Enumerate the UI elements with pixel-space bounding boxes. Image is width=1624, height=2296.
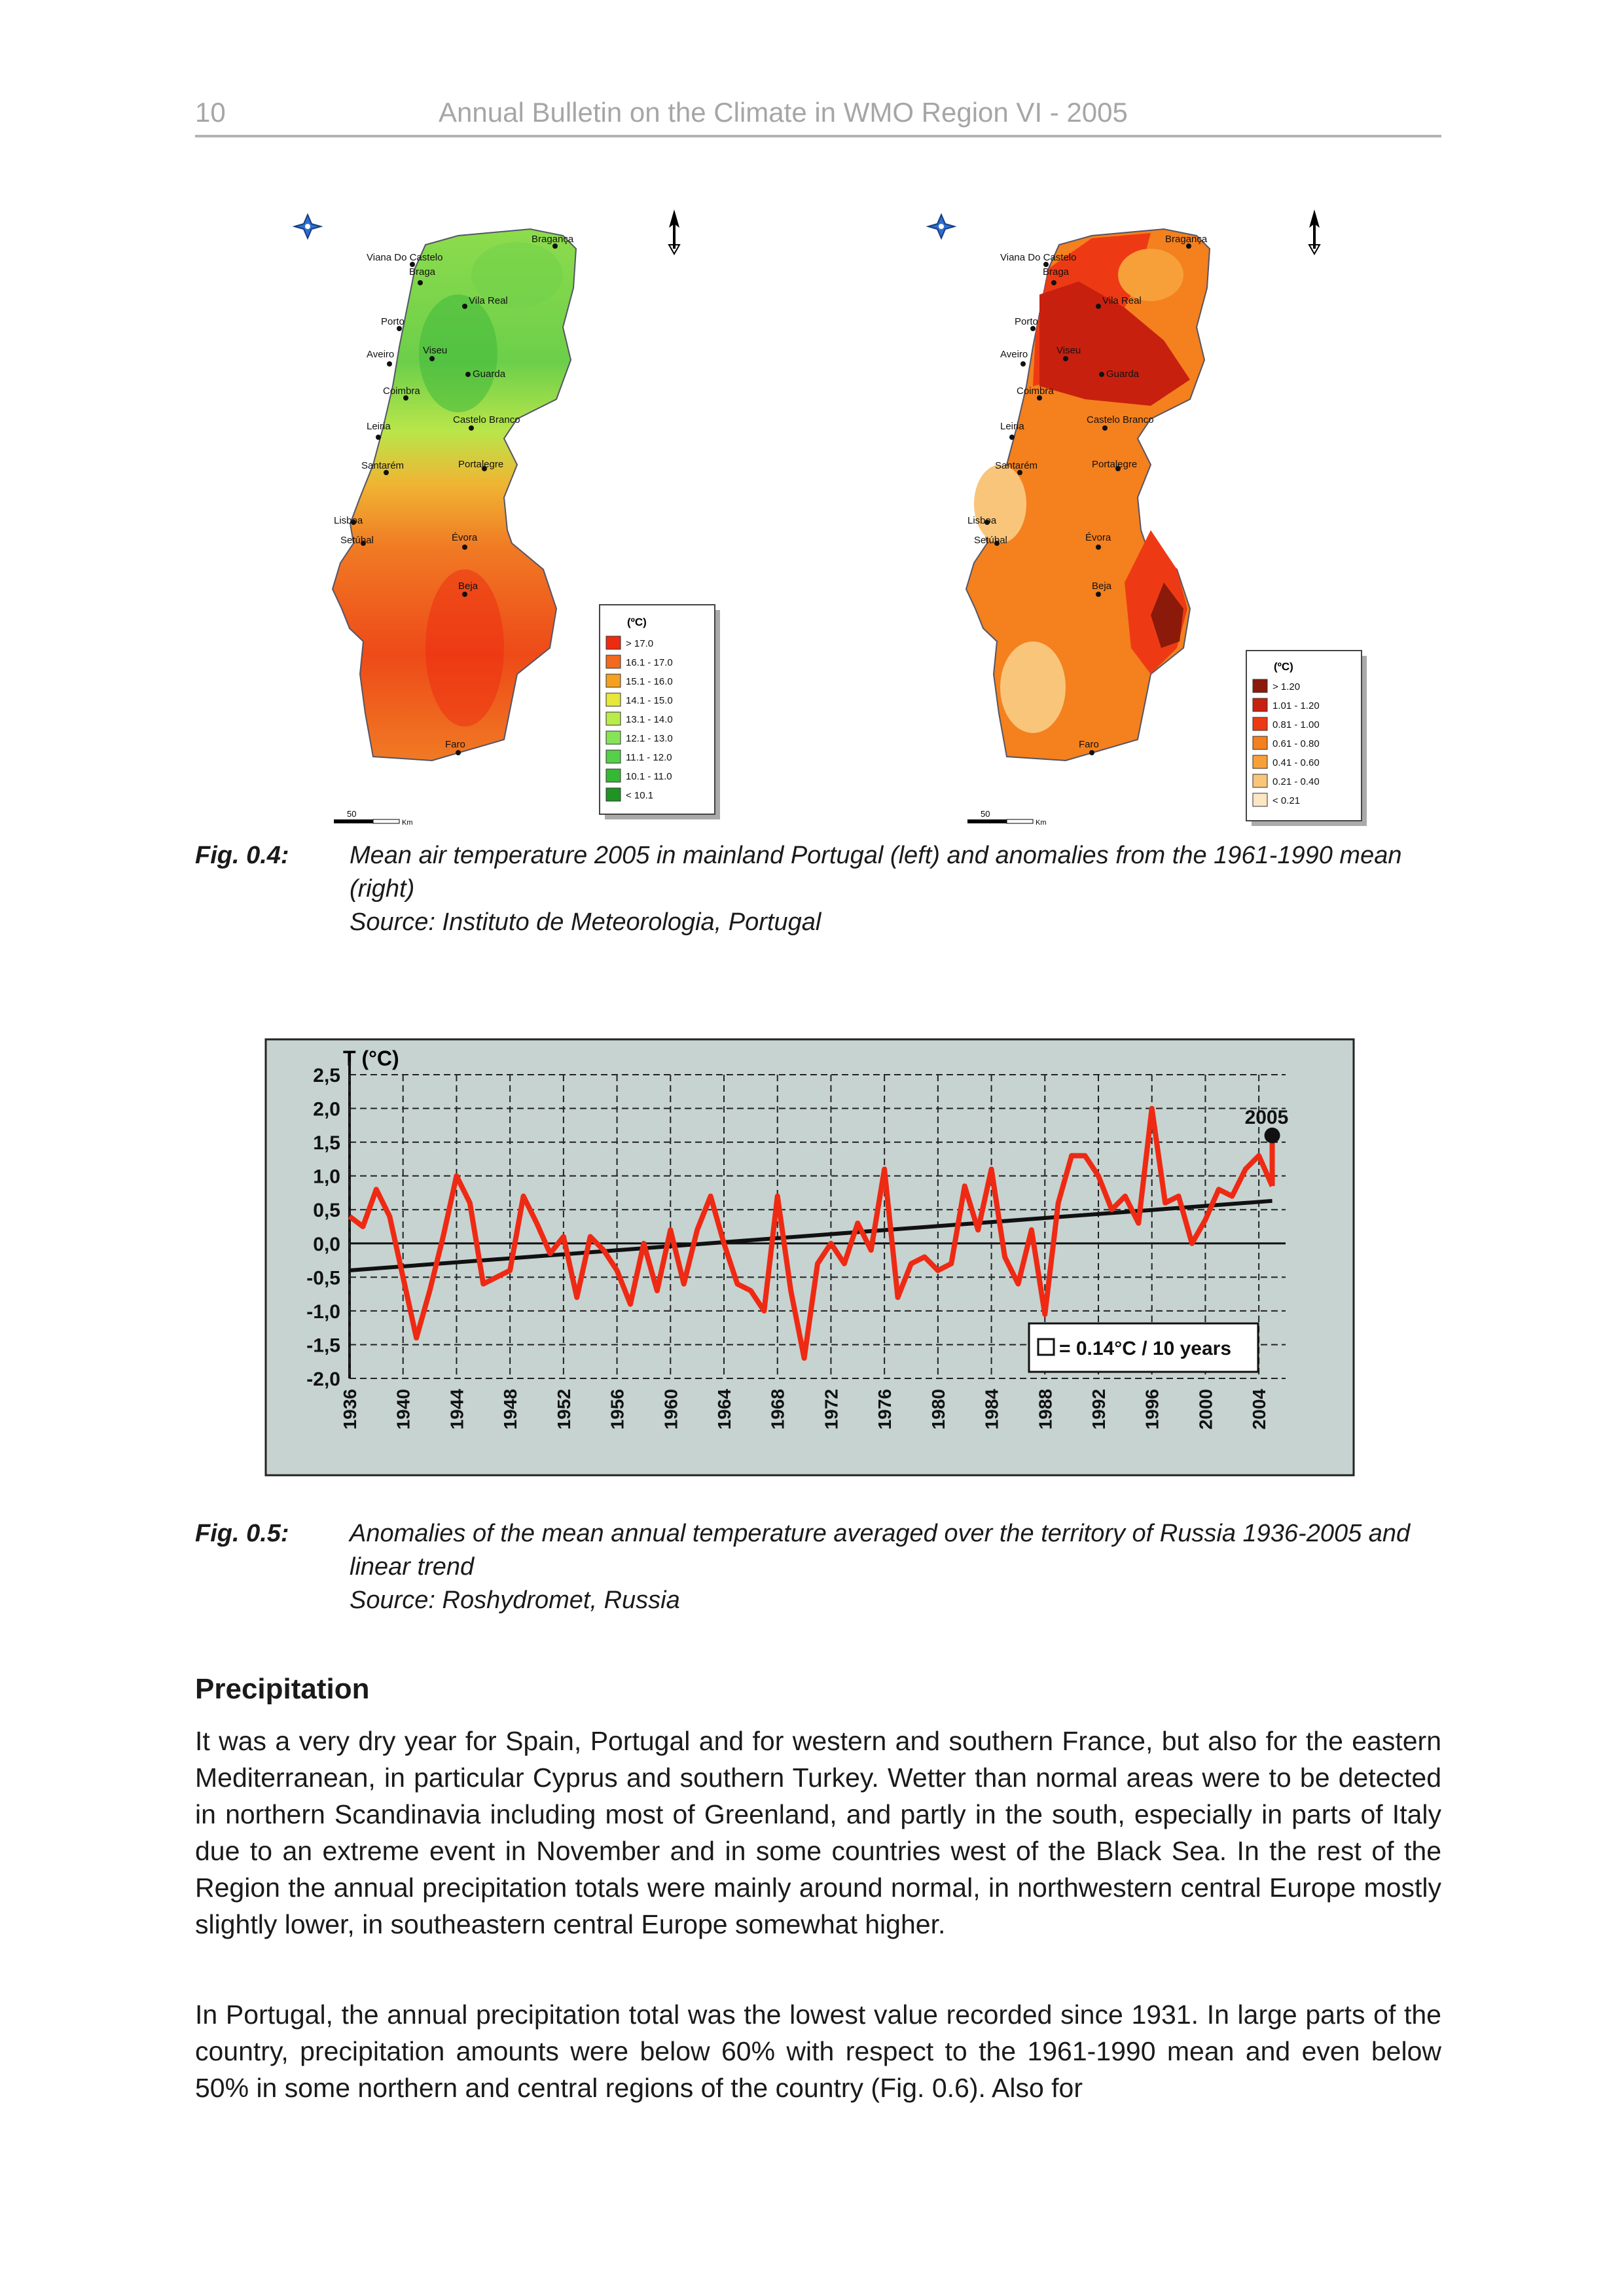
legend-unit: (ºC) bbox=[1274, 660, 1293, 673]
point-annotation: 2005 bbox=[1244, 1106, 1289, 1128]
running-title: Annual Bulletin on the Climate in WMO Region VI - 2005 bbox=[439, 97, 1128, 128]
map-mean-temperature bbox=[268, 190, 805, 838]
city-label: Braga bbox=[1043, 266, 1070, 278]
x-tick-label: 1968 bbox=[767, 1389, 788, 1430]
caption-source: Source: Roshydromet, Russia bbox=[350, 1587, 680, 1614]
compass-rose-icon bbox=[928, 215, 954, 238]
compass-rose-icon bbox=[295, 215, 321, 238]
city-label: Guarda bbox=[473, 368, 506, 380]
chart-frame bbox=[266, 1039, 1354, 1475]
city-label: Portalegre bbox=[1092, 459, 1138, 470]
city-label: Lisboa bbox=[334, 515, 363, 526]
legend-swatch bbox=[1253, 679, 1267, 692]
y-tick-label: 2,5 bbox=[313, 1065, 340, 1086]
caption-text: Mean air temperature 2005 in mainland Portugal (left) and anomalies from the 1961-1990 mean (right) bbox=[350, 842, 1402, 903]
legend-label: 14.1 - 15.0 bbox=[626, 695, 673, 706]
y-tick-label: 0,0 bbox=[313, 1233, 340, 1255]
x-tick-label: 1992 bbox=[1089, 1389, 1109, 1430]
legend-label: < 10.1 bbox=[626, 790, 654, 801]
svg-text:50: 50 bbox=[347, 809, 357, 819]
legend-swatch bbox=[1253, 736, 1267, 749]
city-label: Faro bbox=[445, 739, 465, 750]
city-label: Aveiro bbox=[1000, 349, 1028, 360]
legend-swatch bbox=[1253, 793, 1267, 806]
y-tick-label: -2,0 bbox=[306, 1369, 340, 1390]
figure-caption bbox=[195, 1517, 1441, 1622]
city-label: Guarda bbox=[1106, 368, 1140, 380]
y-tick-label: 2,0 bbox=[313, 1098, 340, 1121]
city-label: Leiria bbox=[367, 421, 391, 432]
x-tick-label: 1976 bbox=[875, 1389, 895, 1430]
x-tick-label: 1940 bbox=[393, 1389, 414, 1430]
city-label: Lisboa bbox=[967, 515, 997, 526]
legend-swatch bbox=[606, 788, 621, 801]
legend-label: < 0.21 bbox=[1272, 795, 1301, 806]
city-label: Castelo Branco bbox=[1087, 414, 1154, 425]
y-tick-label: 1,0 bbox=[313, 1166, 340, 1188]
y-tick-label: -0,5 bbox=[306, 1267, 340, 1289]
x-tick-label: 1984 bbox=[981, 1389, 1002, 1430]
x-tick-label: 1952 bbox=[553, 1389, 574, 1430]
scale-bar bbox=[967, 809, 1047, 827]
city-label: Setúbal bbox=[340, 535, 374, 546]
legend-swatch bbox=[606, 674, 621, 687]
trend-legend-box bbox=[1029, 1323, 1258, 1372]
temperature-anomaly-chart bbox=[264, 1038, 1355, 1477]
x-tick-label: 1936 bbox=[340, 1389, 360, 1430]
city-label: Porto bbox=[381, 316, 405, 327]
x-tick-label: 1956 bbox=[607, 1389, 628, 1430]
legend-swatch bbox=[606, 693, 621, 706]
city-label: Viana Do Castelo bbox=[367, 252, 443, 263]
city-label: Vila Real bbox=[1102, 295, 1142, 306]
legend-swatch bbox=[1253, 755, 1267, 768]
body-paragraph: In Portugal, the annual precipitation total was the lowest value recorded since 1931. In large parts of the country, precipitation amounts were below 60% with respect to the 1961-1990 mean and even below 50% in some northern and central regions of the country (Fig. 0.6). Also for bbox=[195, 2000, 1441, 2103]
svg-text:50: 50 bbox=[981, 809, 990, 819]
legend-label: 12.1 - 13.0 bbox=[626, 733, 673, 744]
page-header bbox=[195, 92, 1441, 137]
y-axis-label: T (°C) bbox=[343, 1047, 399, 1070]
page-number: 10 bbox=[195, 97, 226, 128]
city-label: Beja bbox=[1092, 581, 1112, 592]
north-arrow-icon bbox=[669, 209, 679, 254]
city-label: Beja bbox=[458, 581, 478, 592]
y-tick-label: 1,5 bbox=[313, 1132, 340, 1155]
north-arrow-icon bbox=[1309, 209, 1320, 254]
svg-text:Km: Km bbox=[402, 819, 413, 827]
legend-swatch bbox=[1253, 774, 1267, 787]
city-label: Vila Real bbox=[469, 295, 508, 306]
city-label: Castelo Branco bbox=[453, 414, 520, 425]
svg-text:Km: Km bbox=[1036, 819, 1047, 827]
legend-label: = 0.14°C / 10 years bbox=[1059, 1338, 1232, 1359]
legend-swatch bbox=[606, 769, 621, 782]
caption-source: Source: Instituto de Meteorologia, Portugal bbox=[350, 908, 821, 936]
legend-swatch bbox=[606, 655, 621, 668]
legend-swatch bbox=[606, 750, 621, 763]
x-tick-label: 1972 bbox=[821, 1389, 842, 1430]
x-tick-label: 1996 bbox=[1142, 1389, 1163, 1430]
legend-label: 16.1 - 17.0 bbox=[626, 657, 673, 668]
city-label: Viseu bbox=[1056, 345, 1081, 356]
body-paragraph: It was a very dry year for Spain, Portugal and for western and southern France, but also for the eastern Mediterranean, in particular Cyprus and southern Turkey. Wetter than normal areas were to be detected in northern Scandinavia including most of Greenland, and partly in the south, especially in parts of Italy due to an extreme event in November and in some countries west of the Black Sea. In the rest of the Region the annual precipitation totals were mainly around normal, in northwestern central Europe mostly slightly lower, in southeastern central Europe somewhat higher. bbox=[195, 1726, 1441, 1939]
legend-swatch bbox=[606, 636, 621, 649]
caption-text: Anomalies of the mean annual temperature averaged over the territory of Russia 1936-2005 and linear trend bbox=[350, 1520, 1411, 1581]
legend-label: 13.1 - 14.0 bbox=[626, 714, 673, 725]
x-tick-label: 1948 bbox=[500, 1389, 521, 1430]
x-tick-label: 2004 bbox=[1249, 1389, 1270, 1430]
city-label: Portalegre bbox=[458, 459, 504, 470]
legend-label: 0.21 - 0.40 bbox=[1272, 776, 1320, 787]
figure-caption bbox=[195, 839, 1441, 944]
city-label: Bragança bbox=[1165, 234, 1208, 245]
city-label: Aveiro bbox=[367, 349, 395, 360]
y-tick-label: 0,5 bbox=[313, 1200, 340, 1222]
city-label: Santarém bbox=[995, 460, 1038, 471]
city-label: Évora bbox=[1085, 532, 1111, 543]
legend-label: 0.81 - 1.00 bbox=[1272, 719, 1320, 730]
city-label: Porto bbox=[1015, 316, 1038, 327]
legend-label: 15.1 - 16.0 bbox=[626, 676, 673, 687]
y-tick-label: -1,5 bbox=[306, 1335, 340, 1357]
legend-label: 10.1 - 11.0 bbox=[626, 771, 672, 782]
legend-label: 0.61 - 0.80 bbox=[1272, 738, 1320, 749]
city-label: Viseu bbox=[423, 345, 448, 356]
legend-label: 11.1 - 12.0 bbox=[626, 752, 672, 763]
city-label: Faro bbox=[1079, 739, 1099, 750]
legend-swatch bbox=[606, 731, 621, 744]
x-tick-label: 1988 bbox=[1035, 1389, 1056, 1430]
x-tick-label: 1960 bbox=[660, 1389, 681, 1430]
legend-label: 1.01 - 1.20 bbox=[1272, 700, 1320, 711]
city-label: Setúbal bbox=[974, 535, 1007, 546]
x-tick-label: 1980 bbox=[928, 1389, 948, 1430]
highlight-point bbox=[1265, 1128, 1280, 1143]
y-tick-label: -1,0 bbox=[306, 1300, 340, 1323]
city-label: Leiria bbox=[1000, 421, 1024, 432]
section-heading: Precipitation bbox=[195, 1673, 370, 1705]
legend-label: 0.41 - 0.60 bbox=[1272, 757, 1320, 768]
x-tick-label: 1964 bbox=[714, 1389, 734, 1430]
x-tick-label: 2000 bbox=[1195, 1389, 1216, 1430]
figure-label: Fig. 0.4: bbox=[195, 842, 289, 869]
city-label: Évora bbox=[452, 532, 478, 543]
city-label: Viana Do Castelo bbox=[1000, 252, 1077, 263]
scale-bar bbox=[334, 809, 413, 827]
map-legend bbox=[600, 605, 720, 819]
map-legend bbox=[1246, 651, 1367, 826]
legend-swatch bbox=[1253, 698, 1267, 711]
legend-swatch bbox=[1253, 717, 1267, 730]
city-label: Santarém bbox=[361, 460, 405, 471]
city-label: Coimbra bbox=[1017, 386, 1054, 397]
city-label: Coimbra bbox=[383, 386, 420, 397]
legend-swatch bbox=[606, 712, 621, 725]
map-temperature-anomaly bbox=[902, 190, 1439, 838]
legend-unit: (ºC) bbox=[627, 616, 647, 628]
x-tick-label: 1944 bbox=[446, 1389, 467, 1430]
city-label: Braga bbox=[409, 266, 436, 278]
city-label: Bragança bbox=[532, 234, 574, 245]
figure-label: Fig. 0.5: bbox=[195, 1520, 289, 1547]
legend-label: > 17.0 bbox=[626, 638, 654, 649]
legend-label: > 1.20 bbox=[1272, 681, 1301, 692]
